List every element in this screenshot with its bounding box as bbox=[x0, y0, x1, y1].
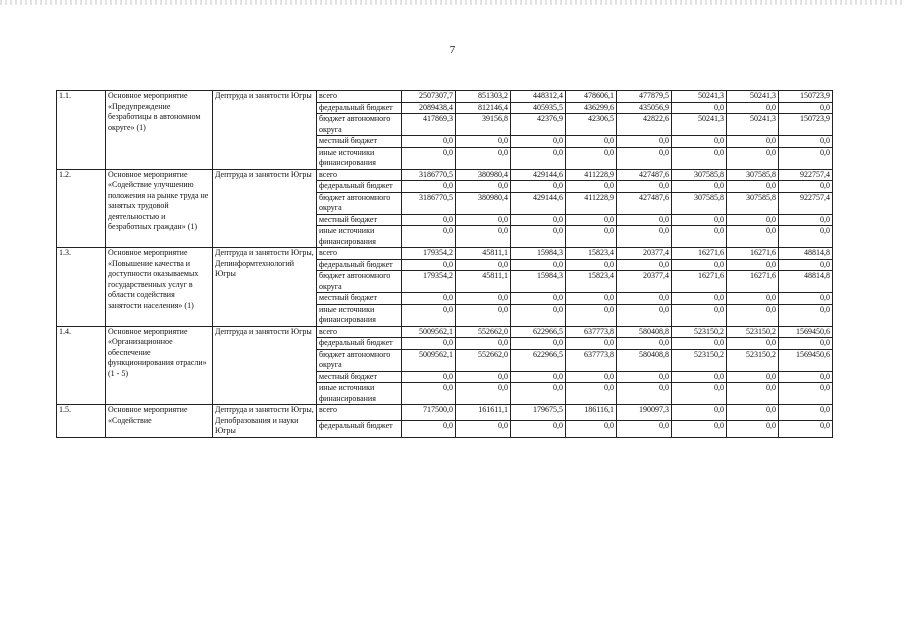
row-code: 1.4. bbox=[57, 326, 106, 405]
amount-cell: 0,0 bbox=[672, 181, 727, 193]
row-code: 1.5. bbox=[57, 405, 106, 438]
amount-cell: 50241,3 bbox=[727, 91, 779, 103]
amount-cell: 150723,9 bbox=[779, 91, 833, 103]
amount-cell: 0,0 bbox=[617, 421, 672, 437]
amount-cell: 0,0 bbox=[727, 371, 779, 383]
amount-cell: 0,0 bbox=[779, 147, 833, 169]
amount-cell: 0,0 bbox=[511, 421, 566, 437]
amount-cell: 0,0 bbox=[511, 147, 566, 169]
amount-cell: 190097,3 bbox=[617, 405, 672, 421]
amount-cell: 0,0 bbox=[566, 383, 617, 405]
amount-cell: 0,0 bbox=[672, 304, 727, 326]
measure-name: Основное мероприятие «Повышение качества и доступности оказываемых государственных услуг в области содействия занятости населения» (1) bbox=[106, 248, 213, 327]
amount-cell: 0,0 bbox=[672, 338, 727, 350]
amount-cell: 0,0 bbox=[672, 371, 727, 383]
amount-cell: 523150,2 bbox=[672, 326, 727, 338]
amount-cell: 50241,3 bbox=[672, 91, 727, 103]
amount-cell: 580408,8 bbox=[617, 326, 672, 338]
amount-cell: 0,0 bbox=[456, 383, 511, 405]
amount-cell: 411228,9 bbox=[566, 169, 617, 181]
amount-cell: 179354,2 bbox=[402, 248, 456, 260]
executor: Дептруда и занятости Югры, Депинформтехнологий Югры bbox=[213, 248, 317, 327]
amount-cell: 39156,8 bbox=[456, 114, 511, 136]
funding-source: федеральный бюджет bbox=[317, 338, 402, 350]
amount-cell: 3186770,5 bbox=[402, 169, 456, 181]
amount-cell: 0,0 bbox=[779, 421, 833, 437]
amount-cell: 448312,4 bbox=[511, 91, 566, 103]
amount-cell: 552662,0 bbox=[456, 349, 511, 371]
amount-cell: 15984,3 bbox=[511, 271, 566, 293]
amount-cell: 0,0 bbox=[727, 181, 779, 193]
row-code: 1.3. bbox=[57, 248, 106, 327]
amount-cell: 0,0 bbox=[779, 226, 833, 248]
amount-cell: 0,0 bbox=[672, 147, 727, 169]
amount-cell: 5009562,1 bbox=[402, 349, 456, 371]
amount-cell: 0,0 bbox=[727, 226, 779, 248]
amount-cell: 0,0 bbox=[456, 147, 511, 169]
amount-cell: 179354,2 bbox=[402, 271, 456, 293]
amount-cell: 622966,5 bbox=[511, 349, 566, 371]
amount-cell: 0,0 bbox=[727, 405, 779, 421]
funding-source: местный бюджет bbox=[317, 371, 402, 383]
funding-source: иные источники финансирования bbox=[317, 226, 402, 248]
amount-cell: 307585,8 bbox=[727, 169, 779, 181]
amount-cell: 552662,0 bbox=[456, 326, 511, 338]
amount-cell: 0,0 bbox=[566, 136, 617, 148]
amount-cell: 717500,0 bbox=[402, 405, 456, 421]
amount-cell: 0,0 bbox=[402, 338, 456, 350]
amount-cell: 0,0 bbox=[511, 136, 566, 148]
funding-source: иные источники финансирования bbox=[317, 383, 402, 405]
amount-cell: 50241,3 bbox=[727, 114, 779, 136]
measure-name: Основное мероприятие «Содействие улучшению положения на рынке труда не занятых трудовой деятельностью и безработных граждан» (1) bbox=[106, 169, 213, 248]
amount-cell: 0,0 bbox=[617, 338, 672, 350]
amount-cell: 637773,8 bbox=[566, 349, 617, 371]
amount-cell: 637773,8 bbox=[566, 326, 617, 338]
amount-cell: 0,0 bbox=[727, 136, 779, 148]
amount-cell: 0,0 bbox=[511, 181, 566, 193]
amount-cell: 3186770,5 bbox=[402, 192, 456, 214]
amount-cell: 0,0 bbox=[727, 293, 779, 305]
amount-cell: 0,0 bbox=[566, 338, 617, 350]
amount-cell: 0,0 bbox=[727, 338, 779, 350]
funding-source: иные источники финансирования bbox=[317, 304, 402, 326]
amount-cell: 50241,3 bbox=[672, 114, 727, 136]
amount-cell: 20377,4 bbox=[617, 271, 672, 293]
table-row bbox=[57, 405, 833, 421]
amount-cell: 48814,8 bbox=[779, 271, 833, 293]
amount-cell: 0,0 bbox=[617, 136, 672, 148]
amount-cell: 45811,1 bbox=[456, 248, 511, 260]
table-row bbox=[57, 248, 833, 260]
amount-cell: 0,0 bbox=[456, 371, 511, 383]
funding-source: бюджет автономного округа bbox=[317, 349, 402, 371]
funding-source: всего bbox=[317, 169, 402, 181]
amount-cell: 0,0 bbox=[402, 371, 456, 383]
amount-cell: 0,0 bbox=[617, 147, 672, 169]
executor: Дептруда и занятости Югры bbox=[213, 326, 317, 405]
amount-cell: 812146,4 bbox=[456, 102, 511, 114]
amount-cell: 5009562,1 bbox=[402, 326, 456, 338]
amount-cell: 0,0 bbox=[402, 226, 456, 248]
amount-cell: 0,0 bbox=[456, 181, 511, 193]
amount-cell: 2089438,4 bbox=[402, 102, 456, 114]
amount-cell: 0,0 bbox=[779, 383, 833, 405]
amount-cell: 0,0 bbox=[672, 421, 727, 437]
amount-cell: 0,0 bbox=[672, 293, 727, 305]
measure-name: Основное мероприятие «Содействие bbox=[106, 405, 213, 438]
amount-cell: 42306,5 bbox=[566, 114, 617, 136]
scan-artifact-line bbox=[0, 0, 905, 5]
amount-cell: 0,0 bbox=[617, 383, 672, 405]
amount-cell: 0,0 bbox=[672, 136, 727, 148]
executor: Дептруда и занятости Югры bbox=[213, 91, 317, 170]
amount-cell: 0,0 bbox=[672, 259, 727, 271]
funding-source: всего bbox=[317, 326, 402, 338]
amount-cell: 0,0 bbox=[727, 259, 779, 271]
funding-source: местный бюджет bbox=[317, 293, 402, 305]
amount-cell: 0,0 bbox=[566, 214, 617, 226]
amount-cell: 16271,6 bbox=[727, 271, 779, 293]
amount-cell: 922757,4 bbox=[779, 192, 833, 214]
funding-source: местный бюджет bbox=[317, 214, 402, 226]
amount-cell: 0,0 bbox=[566, 293, 617, 305]
amount-cell: 0,0 bbox=[779, 405, 833, 421]
amount-cell: 42822,6 bbox=[617, 114, 672, 136]
amount-cell: 0,0 bbox=[779, 293, 833, 305]
budget-table bbox=[56, 90, 833, 438]
amount-cell: 45811,1 bbox=[456, 271, 511, 293]
amount-cell: 0,0 bbox=[727, 421, 779, 437]
amount-cell: 15823,4 bbox=[566, 248, 617, 260]
amount-cell: 0,0 bbox=[402, 383, 456, 405]
amount-cell: 0,0 bbox=[779, 304, 833, 326]
executor: Дептруда и занятости Югры, Депобразования и науки Югры bbox=[213, 405, 317, 438]
amount-cell: 0,0 bbox=[617, 259, 672, 271]
amount-cell: 0,0 bbox=[672, 214, 727, 226]
amount-cell: 523150,2 bbox=[727, 349, 779, 371]
amount-cell: 922757,4 bbox=[779, 169, 833, 181]
amount-cell: 0,0 bbox=[511, 338, 566, 350]
amount-cell: 478606,1 bbox=[566, 91, 617, 103]
amount-cell: 580408,8 bbox=[617, 349, 672, 371]
table-row bbox=[57, 169, 833, 181]
amount-cell: 307585,8 bbox=[727, 192, 779, 214]
table-row bbox=[57, 91, 833, 103]
amount-cell: 411228,9 bbox=[566, 192, 617, 214]
amount-cell: 0,0 bbox=[727, 383, 779, 405]
amount-cell: 0,0 bbox=[617, 293, 672, 305]
funding-source: федеральный бюджет bbox=[317, 181, 402, 193]
amount-cell: 0,0 bbox=[566, 371, 617, 383]
amount-cell: 523150,2 bbox=[672, 349, 727, 371]
amount-cell: 15823,4 bbox=[566, 271, 617, 293]
amount-cell: 0,0 bbox=[617, 304, 672, 326]
funding-source: всего bbox=[317, 248, 402, 260]
funding-source: федеральный бюджет bbox=[317, 102, 402, 114]
amount-cell: 186116,1 bbox=[566, 405, 617, 421]
amount-cell: 417869,3 bbox=[402, 114, 456, 136]
amount-cell: 851303,2 bbox=[456, 91, 511, 103]
measure-name: Основное мероприятие «Организационное обеспечение функционирования отрасли» (1 - 5) bbox=[106, 326, 213, 405]
amount-cell: 15984,3 bbox=[511, 248, 566, 260]
amount-cell: 0,0 bbox=[617, 226, 672, 248]
amount-cell: 0,0 bbox=[566, 304, 617, 326]
amount-cell: 0,0 bbox=[402, 136, 456, 148]
amount-cell: 436299,6 bbox=[566, 102, 617, 114]
amount-cell: 429144,6 bbox=[511, 169, 566, 181]
amount-cell: 523150,2 bbox=[727, 326, 779, 338]
amount-cell: 2507307,7 bbox=[402, 91, 456, 103]
amount-cell: 179675,5 bbox=[511, 405, 566, 421]
amount-cell: 0,0 bbox=[672, 383, 727, 405]
funding-source: местный бюджет bbox=[317, 136, 402, 148]
amount-cell: 0,0 bbox=[727, 214, 779, 226]
page-number: 7 bbox=[449, 44, 456, 56]
amount-cell: 0,0 bbox=[617, 371, 672, 383]
amount-cell: 0,0 bbox=[456, 226, 511, 248]
amount-cell: 0,0 bbox=[402, 304, 456, 326]
amount-cell: 0,0 bbox=[672, 226, 727, 248]
amount-cell: 0,0 bbox=[566, 259, 617, 271]
amount-cell: 429144,6 bbox=[511, 192, 566, 214]
amount-cell: 0,0 bbox=[727, 102, 779, 114]
amount-cell: 0,0 bbox=[779, 102, 833, 114]
amount-cell: 0,0 bbox=[779, 136, 833, 148]
funding-source: бюджет автономного округа bbox=[317, 192, 402, 214]
funding-source: федеральный бюджет bbox=[317, 259, 402, 271]
amount-cell: 0,0 bbox=[779, 338, 833, 350]
funding-source: всего bbox=[317, 91, 402, 103]
executor: Дептруда и занятости Югры bbox=[213, 169, 317, 248]
amount-cell: 0,0 bbox=[511, 226, 566, 248]
amount-cell: 380980,4 bbox=[456, 169, 511, 181]
amount-cell: 380980,4 bbox=[456, 192, 511, 214]
amount-cell: 0,0 bbox=[779, 371, 833, 383]
amount-cell: 0,0 bbox=[402, 181, 456, 193]
amount-cell: 20377,4 bbox=[617, 248, 672, 260]
table-row bbox=[57, 326, 833, 338]
amount-cell: 435056,9 bbox=[617, 102, 672, 114]
amount-cell: 16271,6 bbox=[727, 248, 779, 260]
funding-source: всего bbox=[317, 405, 402, 421]
amount-cell: 0,0 bbox=[456, 136, 511, 148]
amount-cell: 0,0 bbox=[672, 405, 727, 421]
amount-cell: 0,0 bbox=[456, 293, 511, 305]
amount-cell: 0,0 bbox=[511, 293, 566, 305]
amount-cell: 0,0 bbox=[617, 181, 672, 193]
amount-cell: 0,0 bbox=[727, 304, 779, 326]
amount-cell: 0,0 bbox=[456, 259, 511, 271]
amount-cell: 0,0 bbox=[511, 214, 566, 226]
amount-cell: 0,0 bbox=[511, 304, 566, 326]
amount-cell: 427487,6 bbox=[617, 169, 672, 181]
amount-cell: 48814,8 bbox=[779, 248, 833, 260]
amount-cell: 0,0 bbox=[402, 214, 456, 226]
amount-cell: 0,0 bbox=[566, 421, 617, 437]
amount-cell: 0,0 bbox=[402, 421, 456, 437]
amount-cell: 307585,8 bbox=[672, 169, 727, 181]
amount-cell: 0,0 bbox=[566, 226, 617, 248]
measure-name: Основное мероприятие «Предупреждение безработицы в автономном округе» (1) bbox=[106, 91, 213, 170]
amount-cell: 0,0 bbox=[779, 214, 833, 226]
amount-cell: 0,0 bbox=[566, 181, 617, 193]
amount-cell: 0,0 bbox=[617, 214, 672, 226]
amount-cell: 161611,1 bbox=[456, 405, 511, 421]
amount-cell: 405935,5 bbox=[511, 102, 566, 114]
amount-cell: 1569450,6 bbox=[779, 349, 833, 371]
budget-table-body bbox=[57, 91, 833, 438]
amount-cell: 0,0 bbox=[566, 147, 617, 169]
amount-cell: 0,0 bbox=[672, 102, 727, 114]
amount-cell: 0,0 bbox=[511, 371, 566, 383]
funding-source: федеральный бюджет bbox=[317, 421, 402, 437]
amount-cell: 0,0 bbox=[511, 259, 566, 271]
amount-cell: 477879,5 bbox=[617, 91, 672, 103]
amount-cell: 0,0 bbox=[511, 383, 566, 405]
amount-cell: 0,0 bbox=[402, 147, 456, 169]
amount-cell: 622966,5 bbox=[511, 326, 566, 338]
funding-source: иные источники финансирования bbox=[317, 147, 402, 169]
amount-cell: 0,0 bbox=[402, 293, 456, 305]
amount-cell: 42376,9 bbox=[511, 114, 566, 136]
row-code: 1.1. bbox=[57, 91, 106, 170]
amount-cell: 0,0 bbox=[456, 338, 511, 350]
amount-cell: 1569450,6 bbox=[779, 326, 833, 338]
amount-cell: 0,0 bbox=[779, 259, 833, 271]
amount-cell: 0,0 bbox=[456, 214, 511, 226]
amount-cell: 16271,6 bbox=[672, 248, 727, 260]
funding-source: бюджет автономного округа bbox=[317, 271, 402, 293]
amount-cell: 0,0 bbox=[456, 304, 511, 326]
amount-cell: 427487,6 bbox=[617, 192, 672, 214]
row-code: 1.2. bbox=[57, 169, 106, 248]
amount-cell: 0,0 bbox=[727, 147, 779, 169]
amount-cell: 307585,8 bbox=[672, 192, 727, 214]
amount-cell: 150723,9 bbox=[779, 114, 833, 136]
amount-cell: 0,0 bbox=[456, 421, 511, 437]
amount-cell: 0,0 bbox=[779, 181, 833, 193]
funding-source: бюджет автономного округа bbox=[317, 114, 402, 136]
amount-cell: 0,0 bbox=[402, 259, 456, 271]
amount-cell: 16271,6 bbox=[672, 271, 727, 293]
